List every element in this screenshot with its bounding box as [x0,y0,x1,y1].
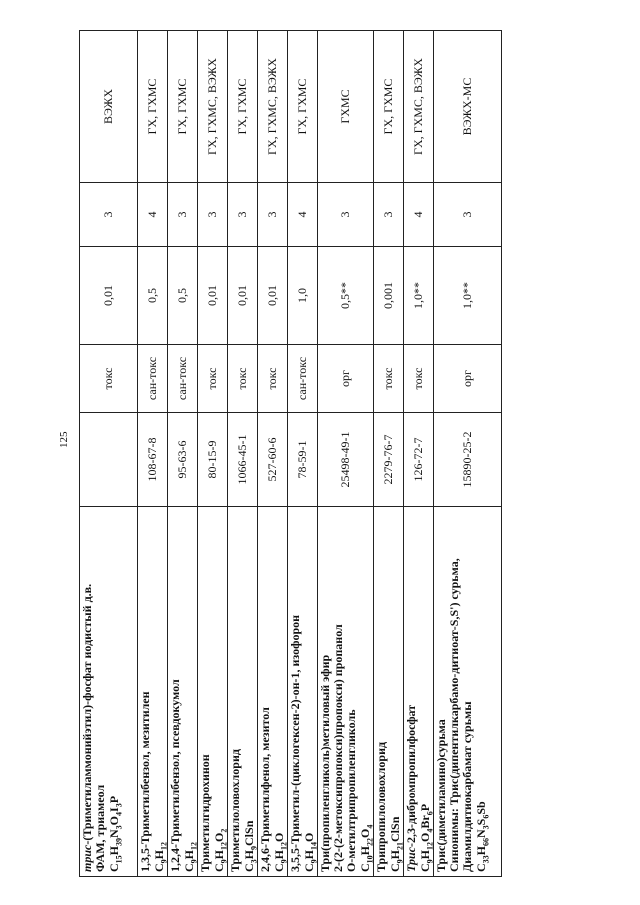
substance-name-cell [258,507,288,877]
hazard-class-cell: 3 [198,183,228,247]
hazard-class-cell: 4 [288,183,318,247]
chemical-formula: $C_{15}H_{39}N_3O_4I_3P$ [107,795,124,872]
name-text: Синонимы: Трис(дипентилкарбамо-дитиоат-S,S') сурьма, [447,558,461,872]
hazard-class-cell: 3 [434,183,502,247]
value-cell: 0,01 [258,247,288,345]
class-cell: сан-токс [288,345,318,413]
table-row [434,31,502,877]
methods-cell: ГХМС [318,31,374,183]
name-text: 3,5,5-Триметил-(циклогексен-2)-он-1, изофорон [288,614,302,872]
chemical-formula: $C_9H_{12}O$ [272,832,289,872]
substance-name-cell [374,507,404,877]
value-cell: 0,01 [228,247,258,345]
chemical-formula: $C_{10}H_{22}O_4$ [358,824,375,872]
table-row [374,31,404,877]
cas-number-cell: 2279-76-7 [374,413,404,507]
rotated-table-container [79,31,491,877]
methods-cell: ГХ, ГХМС [138,31,168,183]
value-cell: 0,01 [198,247,228,345]
value-cell: 0,5 [168,247,198,345]
name-text: Три(пропиленгликоль)метиловый эфир [318,654,332,872]
name-text: Триметилоловохлорид [228,749,242,872]
methods-cell: ГХ, ГХМС, ВЭЖХ [198,31,228,183]
chemical-formula: $C_9H_{12}O_4Br_6P$ [418,803,435,872]
cas-number-cell: 1066-45-1 [228,413,258,507]
value-cell: 0,5 [138,247,168,345]
chemical-formula: $C_{33}H_{66}N_3S_6Sb$ [474,801,491,872]
cas-number-cell: 25498-49-1 [318,413,374,507]
cas-number-cell: 78-59-1 [288,413,318,507]
chemical-formula: $C_3H_9ClSn$ [242,820,259,872]
substance-name-line [94,511,107,872]
hazard-class-cell: 3 [168,183,198,247]
value-cell: 1,0 [288,247,318,345]
class-cell: токс [404,345,434,413]
name-text: Диамилдитиокарбамат сурьмы [460,701,474,872]
chemical-formula: $C_9H_{14}O$ [302,832,319,872]
methods-cell: ВЭЖХ [80,31,138,183]
class-cell: токс [228,345,258,413]
hazard-class-cell: 4 [404,183,434,247]
substance-name-line [405,511,418,872]
cas-number-cell: 95-63-6 [168,413,198,507]
substance-name-line [169,511,182,872]
chemical-formula: $C_9H_{12}O_2$ [212,828,229,872]
name-text: 1,3,5-Триметилбензол, мезитилен [138,691,152,872]
substance-name-line [259,511,272,872]
table-row [198,31,228,877]
class-cell: токс [258,345,288,413]
name-text: ФАМ, триамеол [93,784,107,872]
chemical-formula: $C_9H_{12}$ [152,841,169,872]
class-cell: токс [198,345,228,413]
name-text: Трипропилоловохлорид [374,741,388,872]
cas-number-cell: 126-72-7 [404,413,434,507]
table-row [404,31,434,877]
table-row [80,31,138,877]
substance-name-line [345,511,358,872]
methods-cell: ГХ, ГХМС, ВЭЖХ [404,31,434,183]
methods-cell: ГХ, ГХМС [228,31,258,183]
name-text: 1,2,4-Триметилбензол, псевдокумол [168,679,182,872]
value-cell: 1,0** [404,247,434,345]
value-cell: 0,5** [318,247,374,345]
methods-cell: ГХ, ГХМС [288,31,318,183]
name-text: Триметилгидрохинон [198,754,212,872]
class-cell: сан-токс [138,345,168,413]
chemical-formula: $C_9H_{21}ClSn$ [388,816,405,872]
hazard-class-cell: 3 [258,183,288,247]
name-text: -2,3-дибромпропилфосфат [404,704,418,847]
substance-name-line [199,511,212,872]
name-text: -(Триметиламмонийэтил)-фосфат иодистый д.в. [80,583,94,845]
cas-number-cell [80,413,138,507]
cas-number-cell: 527-60-6 [258,413,288,507]
substance-name-cell [138,507,168,877]
substance-table [79,30,502,877]
cas-number-cell: 80-15-9 [198,413,228,507]
hazard-class-cell: 3 [228,183,258,247]
substance-name-cell [168,507,198,877]
substance-name-line [229,511,242,872]
class-cell: токс [374,345,404,413]
value-cell: 1,0** [434,247,502,345]
class-cell: токс [80,345,138,413]
table-row [138,31,168,877]
italic-prefix: Трис [404,846,418,872]
cas-number-cell: 108-67-8 [138,413,168,507]
substance-name-cell [318,507,374,877]
substance-name-line [461,511,474,872]
methods-cell: ГХ, ГХМС [374,31,404,183]
value-cell: 0,001 [374,247,404,345]
table-row [168,31,198,877]
substance-name-line [139,511,152,872]
class-cell: орг [318,345,374,413]
table-body [80,31,502,877]
name-text: Трис(диметиламино)сурьма [434,719,448,872]
table-row [288,31,318,877]
italic-prefix: трис [80,844,94,872]
value-cell: 0,01 [80,247,138,345]
name-text: О-метилтрипропиленгликоль [344,709,358,872]
cas-number-cell: 15890-25-2 [434,413,502,507]
substance-name-cell [198,507,228,877]
name-text: 2-(2-(2-метоксипропокси)пропокси) пропанол [331,624,345,872]
chemical-formula: $C_9H_{12}$ [182,841,199,872]
table-row [228,31,258,877]
hazard-class-cell: 3 [374,183,404,247]
substance-name-cell [228,507,258,877]
substance-name-cell [80,507,138,877]
table-row [258,31,288,877]
class-cell: сан-токс [168,345,198,413]
name-text: 2,4,6-Триметилфенол, мезитол [258,707,272,872]
methods-cell: ГХ, ГХМС [168,31,198,183]
methods-cell: ГХ, ГХМС, ВЭЖХ [258,31,288,183]
substance-name-cell [288,507,318,877]
substance-name-cell [434,507,502,877]
methods-cell: ВЭЖХ-МС [434,31,502,183]
substance-name-line [289,511,302,872]
substance-name-line [375,511,388,872]
table-row [318,31,374,877]
hazard-class-cell: 3 [318,183,374,247]
hazard-class-cell: 3 [80,183,138,247]
substance-name-cell [404,507,434,877]
hazard-class-cell: 4 [138,183,168,247]
class-cell: орг [434,345,502,413]
page-number: 125 [58,431,70,448]
